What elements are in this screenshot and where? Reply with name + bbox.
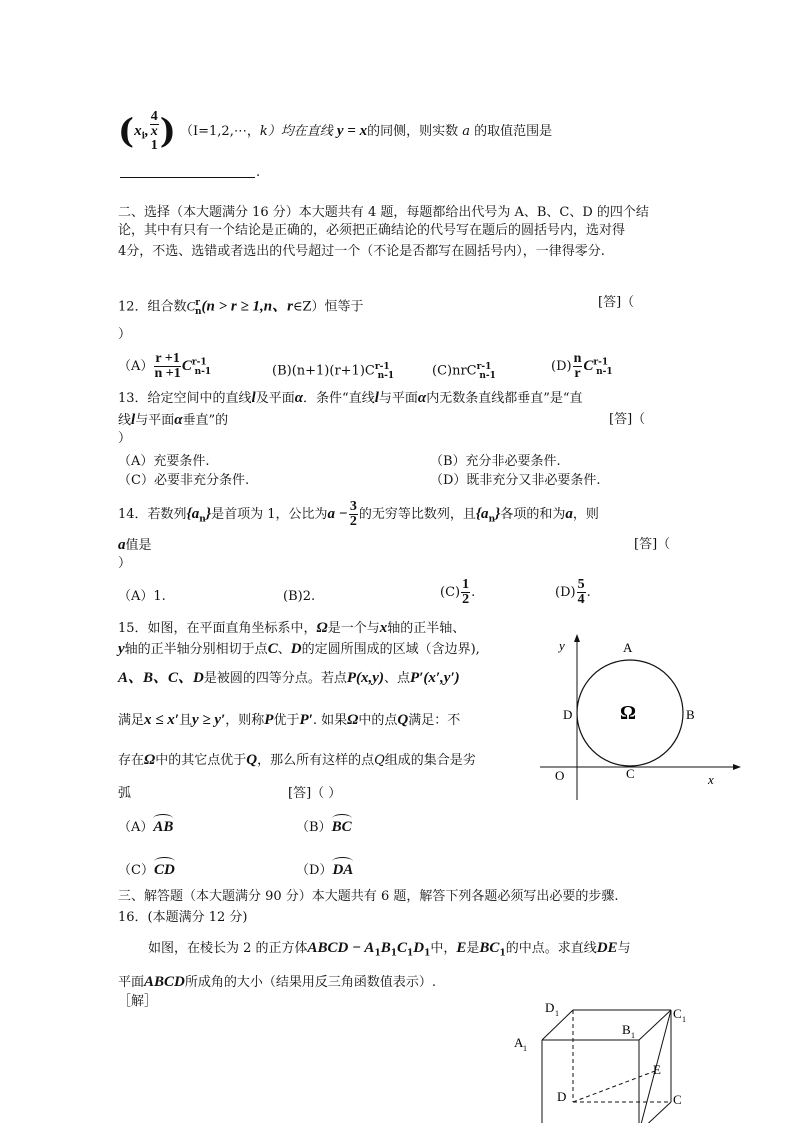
label-b1-sub: 1 bbox=[631, 1031, 635, 1040]
fig-label-C: C bbox=[626, 766, 635, 781]
fig-label-B: B bbox=[686, 707, 695, 722]
q12-option-c[interactable]: (C)nrC$^{r-1}_{n-1}$ bbox=[432, 362, 496, 381]
label-e: E bbox=[653, 1062, 661, 1077]
q15-answer[interactable]: [答]（ ） bbox=[288, 786, 342, 801]
q16-line2: 平面ABCD所成角的大小（结果用反三角函数值表示）. bbox=[118, 974, 437, 990]
q13-option-d[interactable]: （D）既非充分又非必要条件. bbox=[430, 473, 601, 488]
q14-option-a[interactable]: （A）1. bbox=[118, 589, 166, 604]
q12-answer[interactable]: [答]（ bbox=[598, 295, 635, 310]
q12-option-a[interactable]: （A） $\frac{r +1}{n +1}$ $C^{r-1}_{n-1}$ bbox=[118, 351, 212, 381]
q14-option-d[interactable]: (D) $\frac{5}{4}$ . bbox=[555, 577, 591, 607]
fig-label-y: y bbox=[559, 638, 565, 653]
q15-option-d[interactable]: （D）DA bbox=[296, 857, 353, 880]
section2-line3: 4分，不选、选错或者选出的代号超过一个（不论是否都写在圆括号内），一律得零分. bbox=[118, 244, 605, 259]
q15-option-c[interactable]: （C）CD bbox=[118, 857, 175, 880]
q15-option-a[interactable]: （A）AB bbox=[118, 814, 173, 837]
label-d1: D bbox=[545, 1000, 555, 1015]
q15-coordinate-figure bbox=[535, 630, 750, 810]
q16-head: 16．(本题满分 12 分) bbox=[118, 910, 248, 925]
q13-option-a[interactable]: （A）充要条件. bbox=[118, 454, 210, 469]
fig-label-O: O bbox=[555, 768, 565, 783]
q14-option-b[interactable]: (B)2. bbox=[283, 589, 316, 604]
blank-period: . bbox=[256, 165, 261, 180]
edge-b1-c1 bbox=[639, 1010, 671, 1040]
q14-close: ） bbox=[118, 556, 132, 571]
x-axis-arrow bbox=[733, 764, 741, 770]
q12-option-b[interactable]: $(B)(n+1)(r+1)C^{r-1}_{n-1}$ bbox=[272, 362, 395, 381]
q12-close: ） bbox=[118, 327, 132, 342]
q15-line6: 弧 bbox=[118, 786, 132, 801]
q16-line1: 如图，在棱长为 2 的正方体ABCD − $A_1B_1C_1D_1$中，E是$BC_1$的中点。求直线DE与 bbox=[148, 940, 631, 959]
q16-cube-figure bbox=[505, 992, 705, 1123]
q14-line2: a值是 bbox=[118, 537, 152, 553]
q13-line1: 13．给定空间中的直线l及平面α．条件“直线l与平面α内无数条直线都垂直”是“直 bbox=[118, 390, 583, 406]
frac-4-x1: 4 x 1 bbox=[150, 109, 158, 153]
label-c1-sub: 1 bbox=[682, 1015, 686, 1024]
segment-de-hidden bbox=[573, 1071, 655, 1102]
q13-option-b[interactable]: （B）充分非必要条件. bbox=[430, 454, 561, 469]
q15-line3: A、B、C、D是被圆的四等分点。若点P(x,y)、点P′(x′,y′) bbox=[118, 670, 460, 686]
q15-option-b[interactable]: （B）BC bbox=[296, 814, 352, 837]
label-c: C bbox=[673, 1092, 682, 1107]
label-c1: C bbox=[673, 1006, 682, 1021]
label-a1-sub: 1 bbox=[523, 1044, 527, 1053]
q15-line2: y轴的正半轴分别相切于点C、D的定圆所围成的区域（含边界), bbox=[118, 641, 480, 657]
section3-title: 三、解答题（本大题满分 90 分）本大题共有 6 题，解答下列各题必须写出必要的步骤. bbox=[118, 889, 619, 904]
left-paren: ( bbox=[118, 111, 135, 152]
q14-option-c[interactable]: (C) $\frac{1}{2}$ . bbox=[440, 577, 476, 607]
label-d: D bbox=[557, 1089, 567, 1104]
q15-line4: 满足x ≤ x′且y ≥ y′，则称P优于P′. 如果Ω中的点Q满足：不 bbox=[118, 712, 461, 728]
q13-close: ） bbox=[118, 431, 132, 446]
answer-blank-line[interactable] bbox=[120, 177, 255, 178]
fig-label-omega: Ω bbox=[620, 702, 637, 724]
label-d1-sub: 1 bbox=[555, 1009, 559, 1018]
y-axis-arrow bbox=[574, 634, 580, 642]
label-a1: A bbox=[514, 1035, 524, 1050]
section2-line2: 论，其中有只有一个结论是正确的，必须把正确结论的代号写在题后的圆括号内，选对得 bbox=[118, 223, 626, 238]
q14-line1: 14．若数列$\{a_n\}$是首项为 1，公比为a − $\frac{3}{2}$ 的无穷等比数列，且$\{a_n\}$各项的和为a，则 bbox=[118, 499, 599, 529]
fig-label-D: D bbox=[563, 707, 573, 722]
q16-solution-label: ［解］ bbox=[118, 994, 158, 1009]
q13-line2: 线l与平面α垂直”的 bbox=[118, 412, 229, 428]
q14-answer[interactable]: [答]（ bbox=[634, 537, 671, 552]
fig-label-x: x bbox=[708, 772, 714, 787]
section2-line1: 二、选择（本大题满分 16 分）本大题共有 4 题，每题都给出代号为 A、B、C、D 的四个结 bbox=[118, 205, 649, 220]
q11-line: ($x_i$, 4 x 1 ) （I=1,2,⋯，k）均在直线 y = x的同侧，则实数 a 的取值范围是 bbox=[118, 109, 553, 153]
q12-stem: 12．组合数$C^r_n(n > r \ge 1,n$、r∈Z）恒等于 bbox=[118, 298, 364, 317]
right-paren: ) bbox=[159, 111, 176, 152]
q15-line5: 存在Ω中的其它点优于Q，那么所有这样的点Q组成的集合是劣 bbox=[118, 752, 476, 768]
fig-label-A: A bbox=[623, 640, 633, 655]
q15-line1: 15．如图，在平面直角坐标系中，Ω是一个与x轴的正半轴、 bbox=[118, 620, 466, 636]
q13-answer[interactable]: [答]（ bbox=[609, 412, 646, 427]
q13-option-c[interactable]: （C）必要非充分条件. bbox=[118, 473, 250, 488]
q12-option-d[interactable]: (D) $\frac{n}{r}$ $C^{r-1}_{n-1}$ bbox=[551, 351, 613, 381]
label-b1: B bbox=[622, 1022, 631, 1037]
